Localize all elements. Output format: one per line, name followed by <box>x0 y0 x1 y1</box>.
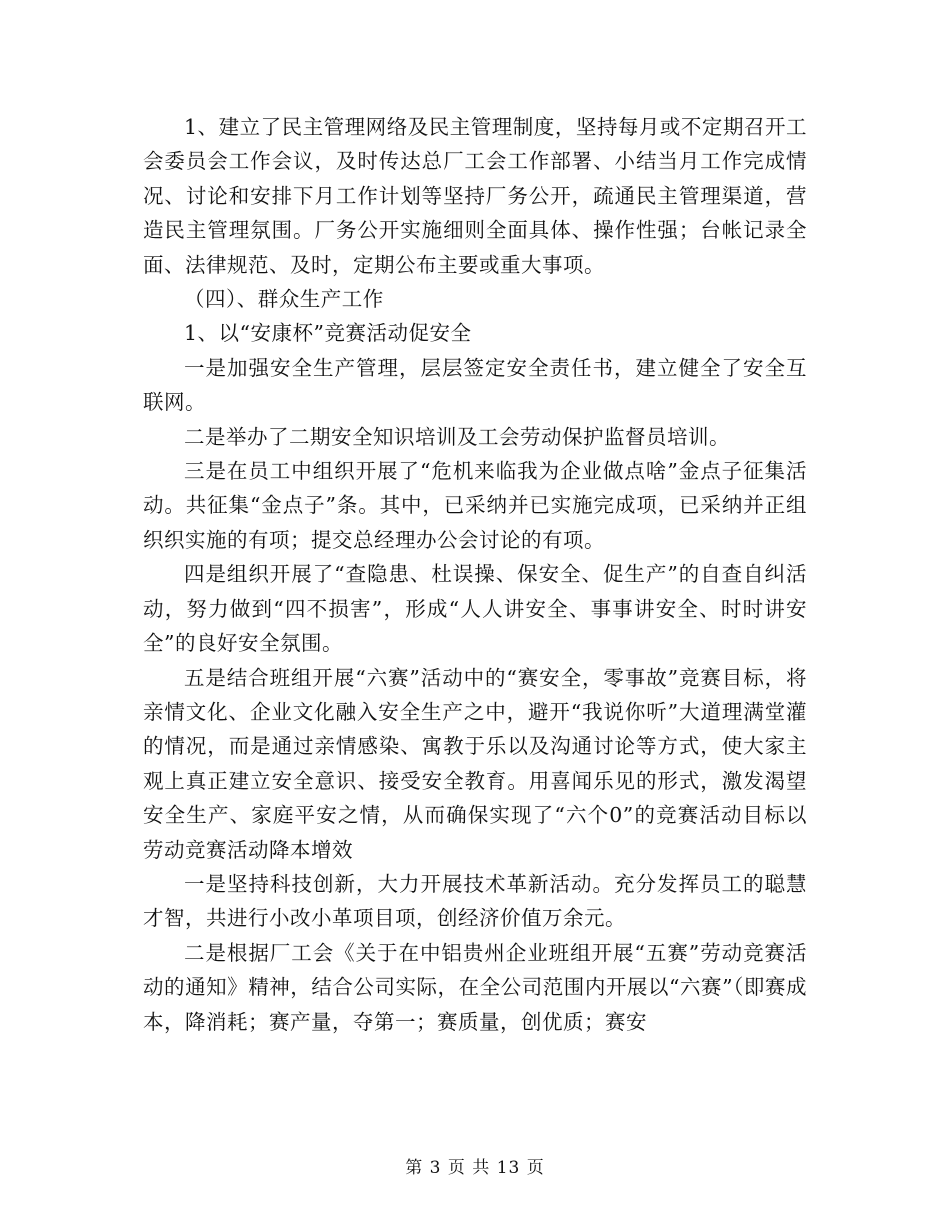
paragraph-innovation-1: 一是坚持科技创新，大力开展技术革新活动。充分发挥员工的聪慧才智，共进行小改小革项目项，创经济价值万余元。 <box>143 871 807 931</box>
paragraph-democratic-management: 1、建立了民主管理网络及民主管理制度，坚持每月或不定期召开工会委员会工作会议，及时传达总厂工会工作部署、小结当月工作完成情况、讨论和安排下月工作计划等坚持厂务公开，疏通民主管理渠道，营造民主管理氛围。厂务公开实施细则全面具体、操作性强；台帐记录全面、法律规范、及时，定期公布主要或重大事项。 <box>143 115 807 277</box>
paragraph-item-3: 三是在员工中组织开展了“危机来临我为企业做点啥”金点子征集活动。共征集“金点子”条。其中，已采纳并已实施完成项，已采纳并正组织织实施的有项；提交总经理办公会讨论的有项。 <box>143 459 807 552</box>
document-body <box>143 110 807 1039</box>
paragraph-item-5: 五是结合班组开展“六赛”活动中的“赛安全，零事故”竞赛目标，将亲情文化、企业文化融入安全生产之中，避开“我说你听”大道理满堂灌的情况，而是通过亲情感染、寓教于乐以及沟通讨论等方式，使大家主观上真正建立安全意识、接受安全教育。用喜闻乐见的形式，激发渴望安全生产、家庭平安之情，从而确保实现了“六个0”的竞赛活动目标以劳动竞赛活动降本增效 <box>143 665 807 862</box>
paragraph-innovation-2: 二是根据厂工会《关于在中铝贵州企业班组开展“五赛”劳动竞赛活动的通知》精神，结合公司实际，在全公司范围内开展以“六赛”（即赛成本，降消耗；赛产量，夺第一；赛质量，创优质；赛安 <box>143 940 807 1034</box>
page-number-footer: 第 3 页 共 13 页 <box>405 1158 545 1178</box>
subheading-ankang-cup: 1、以“安康杯”竞赛活动促安全 <box>184 321 472 346</box>
paragraph-item-4: 四是组织开展了“查隐患、杜误操、保安全、促生产”的自查自纠活动，努力做到“四不损害”，形成“人人讲安全、事事讲安全、时时讲安全”的良好安全氛围。 <box>143 562 807 656</box>
section-heading-mass-production: （四）、群众生产工作 <box>184 287 384 312</box>
paragraph-item-1: 一是加强安全生产管理，层层签定安全责任书，建立健全了安全互联网。 <box>143 355 807 415</box>
paragraph-item-2: 二是举办了二期安全知识培训及工会劳动保护监督员培训。 <box>184 424 730 449</box>
